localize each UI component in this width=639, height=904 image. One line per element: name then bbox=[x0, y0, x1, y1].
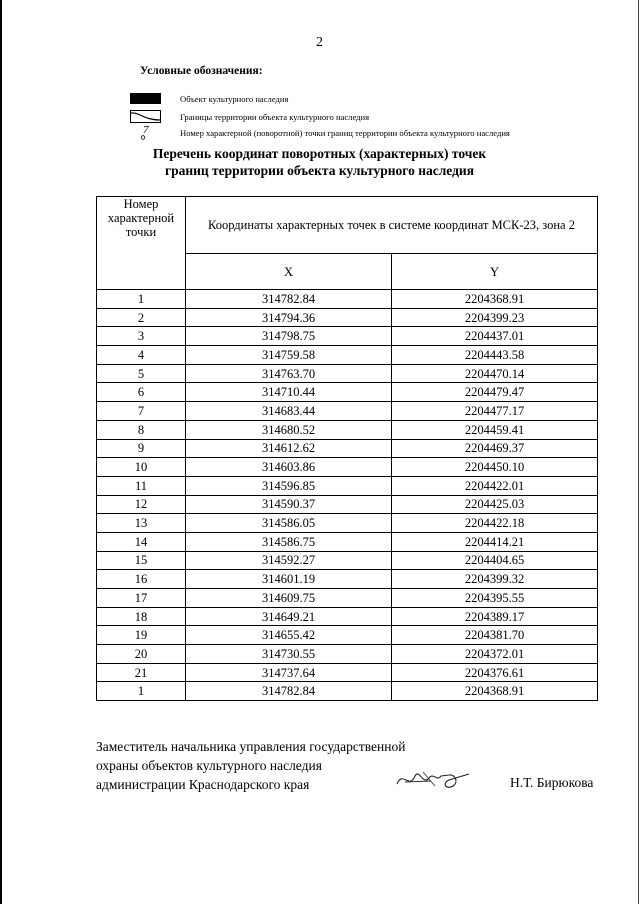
cell-x: 314798.75 bbox=[186, 327, 392, 346]
cell-y: 2204470.14 bbox=[392, 364, 598, 383]
cell-point-number: 8 bbox=[97, 420, 186, 439]
cell-point-number: 12 bbox=[97, 495, 186, 514]
cell-y: 2204469.37 bbox=[392, 439, 598, 458]
cell-y: 2204479.47 bbox=[392, 383, 598, 402]
cell-x: 314782.84 bbox=[186, 290, 392, 309]
handwritten-signature bbox=[393, 762, 473, 794]
document-heading bbox=[0, 145, 639, 179]
table-row bbox=[97, 551, 598, 570]
table-row bbox=[97, 532, 598, 551]
cell-y: 2204425.03 bbox=[392, 495, 598, 514]
legend-item-label: Номер характерной (поворотной) точки границ территории объекта культурного наследия bbox=[180, 128, 510, 138]
cell-x: 314592.27 bbox=[186, 551, 392, 570]
column-header-coordinate-system: Координаты характерных точек в системе координат МСК-23, зона 2 bbox=[186, 197, 598, 254]
cell-y: 2204376.61 bbox=[392, 663, 598, 682]
cell-x: 314601.19 bbox=[186, 570, 392, 589]
table-row bbox=[97, 327, 598, 346]
table-row bbox=[97, 364, 598, 383]
cell-point-number: 19 bbox=[97, 626, 186, 645]
table-row bbox=[97, 607, 598, 626]
cell-x: 314590.37 bbox=[186, 495, 392, 514]
table-row bbox=[97, 514, 598, 533]
cell-y: 2204368.91 bbox=[392, 682, 598, 701]
legend-item-heritage bbox=[130, 92, 288, 106]
table-row bbox=[97, 682, 598, 701]
cell-point-number: 16 bbox=[97, 570, 186, 589]
cell-y: 2204404.65 bbox=[392, 551, 598, 570]
legend-item-boundary bbox=[130, 110, 369, 124]
signatory-line-3: администрации Краснодарского края bbox=[96, 777, 310, 792]
cell-point-number: 2 bbox=[97, 308, 186, 327]
cell-y: 2204414.21 bbox=[392, 532, 598, 551]
table-row bbox=[97, 290, 598, 309]
turning-point-icon: 7 bbox=[130, 126, 164, 140]
table-row bbox=[97, 645, 598, 664]
cell-y: 2204422.01 bbox=[392, 476, 598, 495]
signatory-position bbox=[96, 737, 405, 794]
cell-x: 314586.75 bbox=[186, 532, 392, 551]
cell-point-number: 4 bbox=[97, 346, 186, 365]
table-row bbox=[97, 495, 598, 514]
table-row bbox=[97, 420, 598, 439]
heading-line-2: границ территории объекта культурного наследия bbox=[164, 163, 475, 178]
cell-y: 2204372.01 bbox=[392, 645, 598, 664]
cell-point-number: 9 bbox=[97, 439, 186, 458]
cell-x: 314596.85 bbox=[186, 476, 392, 495]
cell-y: 2204450.10 bbox=[392, 458, 598, 477]
signatory-line-2: охраны объектов культурного наследия bbox=[96, 758, 322, 773]
cell-point-number: 20 bbox=[97, 645, 186, 664]
table-row bbox=[97, 458, 598, 477]
cell-x: 314603.86 bbox=[186, 458, 392, 477]
scan-left-edge bbox=[0, 0, 2, 904]
cell-y: 2204443.58 bbox=[392, 346, 598, 365]
table-row bbox=[97, 663, 598, 682]
table-row bbox=[97, 626, 598, 645]
territory-boundary-icon bbox=[130, 110, 164, 124]
cell-y: 2204477.17 bbox=[392, 402, 598, 421]
cell-point-number: 5 bbox=[97, 364, 186, 383]
cell-y: 2204422.18 bbox=[392, 514, 598, 533]
cell-y: 2204399.23 bbox=[392, 308, 598, 327]
cell-x: 314609.75 bbox=[186, 589, 392, 608]
cell-point-number: 1 bbox=[97, 290, 186, 309]
cell-point-number: 17 bbox=[97, 589, 186, 608]
legend-item-label: Объект культурного наследия bbox=[180, 94, 289, 104]
column-header-y: Y bbox=[392, 254, 598, 290]
cell-point-number: 15 bbox=[97, 551, 186, 570]
cell-y: 2204381.70 bbox=[392, 626, 598, 645]
coordinates-table bbox=[96, 196, 598, 701]
signatory-name: Н.Т. Бирюкова bbox=[510, 775, 594, 790]
cell-point-number: 13 bbox=[97, 514, 186, 533]
table-row bbox=[97, 476, 598, 495]
cell-y: 2204459.41 bbox=[392, 420, 598, 439]
cell-y: 2204399.32 bbox=[392, 570, 598, 589]
legend-item-point bbox=[130, 126, 510, 140]
cell-x: 314586.05 bbox=[186, 514, 392, 533]
cell-y: 2204389.17 bbox=[392, 607, 598, 626]
cell-point-number: 7 bbox=[97, 402, 186, 421]
heritage-object-icon bbox=[130, 92, 164, 106]
page-number: 2 bbox=[316, 35, 323, 50]
cell-point-number: 1 bbox=[97, 682, 186, 701]
cell-x: 314612.62 bbox=[186, 439, 392, 458]
cell-x: 314759.58 bbox=[186, 346, 392, 365]
cell-point-number: 21 bbox=[97, 663, 186, 682]
cell-point-number: 6 bbox=[97, 383, 186, 402]
cell-y: 2204395.55 bbox=[392, 589, 598, 608]
signatory-line-1: Заместитель начальника управления государственной bbox=[96, 739, 406, 754]
cell-x: 314782.84 bbox=[186, 682, 392, 701]
cell-point-number: 14 bbox=[97, 532, 186, 551]
cell-x: 314710.44 bbox=[186, 383, 392, 402]
cell-point-number: 18 bbox=[97, 607, 186, 626]
cell-point-number: 3 bbox=[97, 327, 186, 346]
cell-x: 314794.36 bbox=[186, 308, 392, 327]
table-row bbox=[97, 439, 598, 458]
cell-x: 314763.70 bbox=[186, 364, 392, 383]
table-row bbox=[97, 346, 598, 365]
cell-x: 314649.21 bbox=[186, 607, 392, 626]
table-row bbox=[97, 402, 598, 421]
cell-x: 314680.52 bbox=[186, 420, 392, 439]
cell-x: 314737.64 bbox=[186, 663, 392, 682]
cell-y: 2204368.91 bbox=[392, 290, 598, 309]
cell-x: 314730.55 bbox=[186, 645, 392, 664]
table-row bbox=[97, 570, 598, 589]
table-row bbox=[97, 589, 598, 608]
cell-point-number: 10 bbox=[97, 458, 186, 477]
table-row bbox=[97, 308, 598, 327]
table-row bbox=[97, 383, 598, 402]
cell-point-number: 11 bbox=[97, 476, 186, 495]
column-header-point-number: Номер характерной точки bbox=[97, 197, 186, 290]
column-header-x: X bbox=[186, 254, 392, 290]
legend-title: Условные обозначения: bbox=[140, 65, 263, 77]
cell-y: 2204437.01 bbox=[392, 327, 598, 346]
coordinates-table-body bbox=[97, 290, 598, 701]
legend-item-label: Границы территории объекта культурного наследия bbox=[180, 112, 370, 122]
cell-x: 314683.44 bbox=[186, 402, 392, 421]
cell-x: 314655.42 bbox=[186, 626, 392, 645]
heading-line-1: Перечень координат поворотных (характерных) точек bbox=[152, 146, 487, 161]
